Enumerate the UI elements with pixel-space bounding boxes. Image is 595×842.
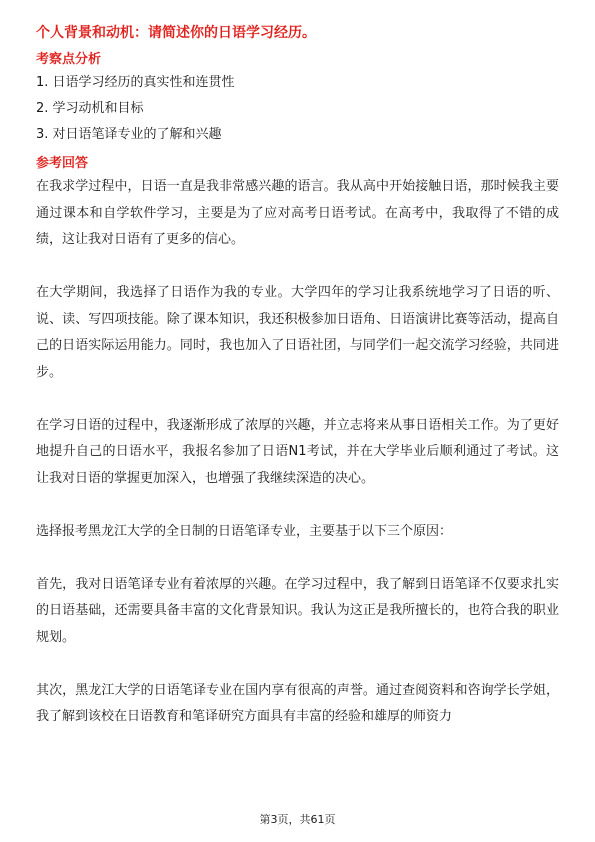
page-footer [0, 812, 595, 828]
analysis-points-list [36, 70, 559, 148]
answer-body [36, 174, 559, 731]
answer-paragraph: 在学习日语的过程中，我逐渐形成了浓厚的兴趣，并立志将来从事日语相关工作。为了更好地提升自己的日语水平，我报名参加了日语N1考试，并在大学毕业后顺利通过了考试。这让我对日语的掌握更加深入，也增强了我继续深造的决心。 [36, 417, 559, 486]
answer-paragraph: 选择报考黑龙江大学的全日制的日语笔译专业，主要基于以下三个原因： [36, 523, 453, 539]
answer-paragraph: 在我求学过程中，日语一直是我非常感兴趣的语言。我从高中开始接触日语，那时候我主要通过课本和自学软件学习，主要是为了应对高考日语考试。在高考中，我取得了不错的成绩，这让我对日语有了更多的信心。 [36, 179, 559, 247]
answer-heading: 参考回答 [36, 156, 89, 171]
question-title: 个人背景和动机：请简述你的日语学习经历。 [36, 25, 316, 41]
analysis-point: 1. 日语学习经历的真实性和连贯性 [36, 75, 235, 90]
answer-paragraph: 首先，我对日语笔译专业有着浓厚的兴趣。在学习过程中，我了解到日语笔译不仅要求扎实的日语基础，还需要具备丰富的文化背景知识。我认为这正是我所擅长的，也符合我的职业规划。 [36, 576, 559, 645]
analysis-point: 2. 学习动机和目标 [36, 101, 144, 116]
answer-paragraph: 在大学期间，我选择了日语作为我的专业。大学四年的学习让我系统地学习了日语的听、说、读、写四项技能。除了课本知识，我还积极参加日语角、日语演讲比赛等活动，提高自己的日语实际运用能力。同时，我也加入了日语社团，与同学们一起交流学习经验，共同进步。 [36, 285, 559, 380]
analysis-point: 3. 对日语笔译专业的了解和兴趣 [36, 127, 222, 142]
document-page [36, 22, 559, 757]
analysis-heading: 考察点分析 [36, 52, 102, 67]
answer-paragraph: 其次，黑龙江大学的日语笔译专业在国内享有很高的声誉。通过查阅资料和咨询学长学姐，我了解到该校在日语教育和笔译研究方面具有丰富的经验和雄厚的师资力 [36, 682, 559, 724]
page-number-label: 第3页，共61页 [259, 813, 336, 826]
